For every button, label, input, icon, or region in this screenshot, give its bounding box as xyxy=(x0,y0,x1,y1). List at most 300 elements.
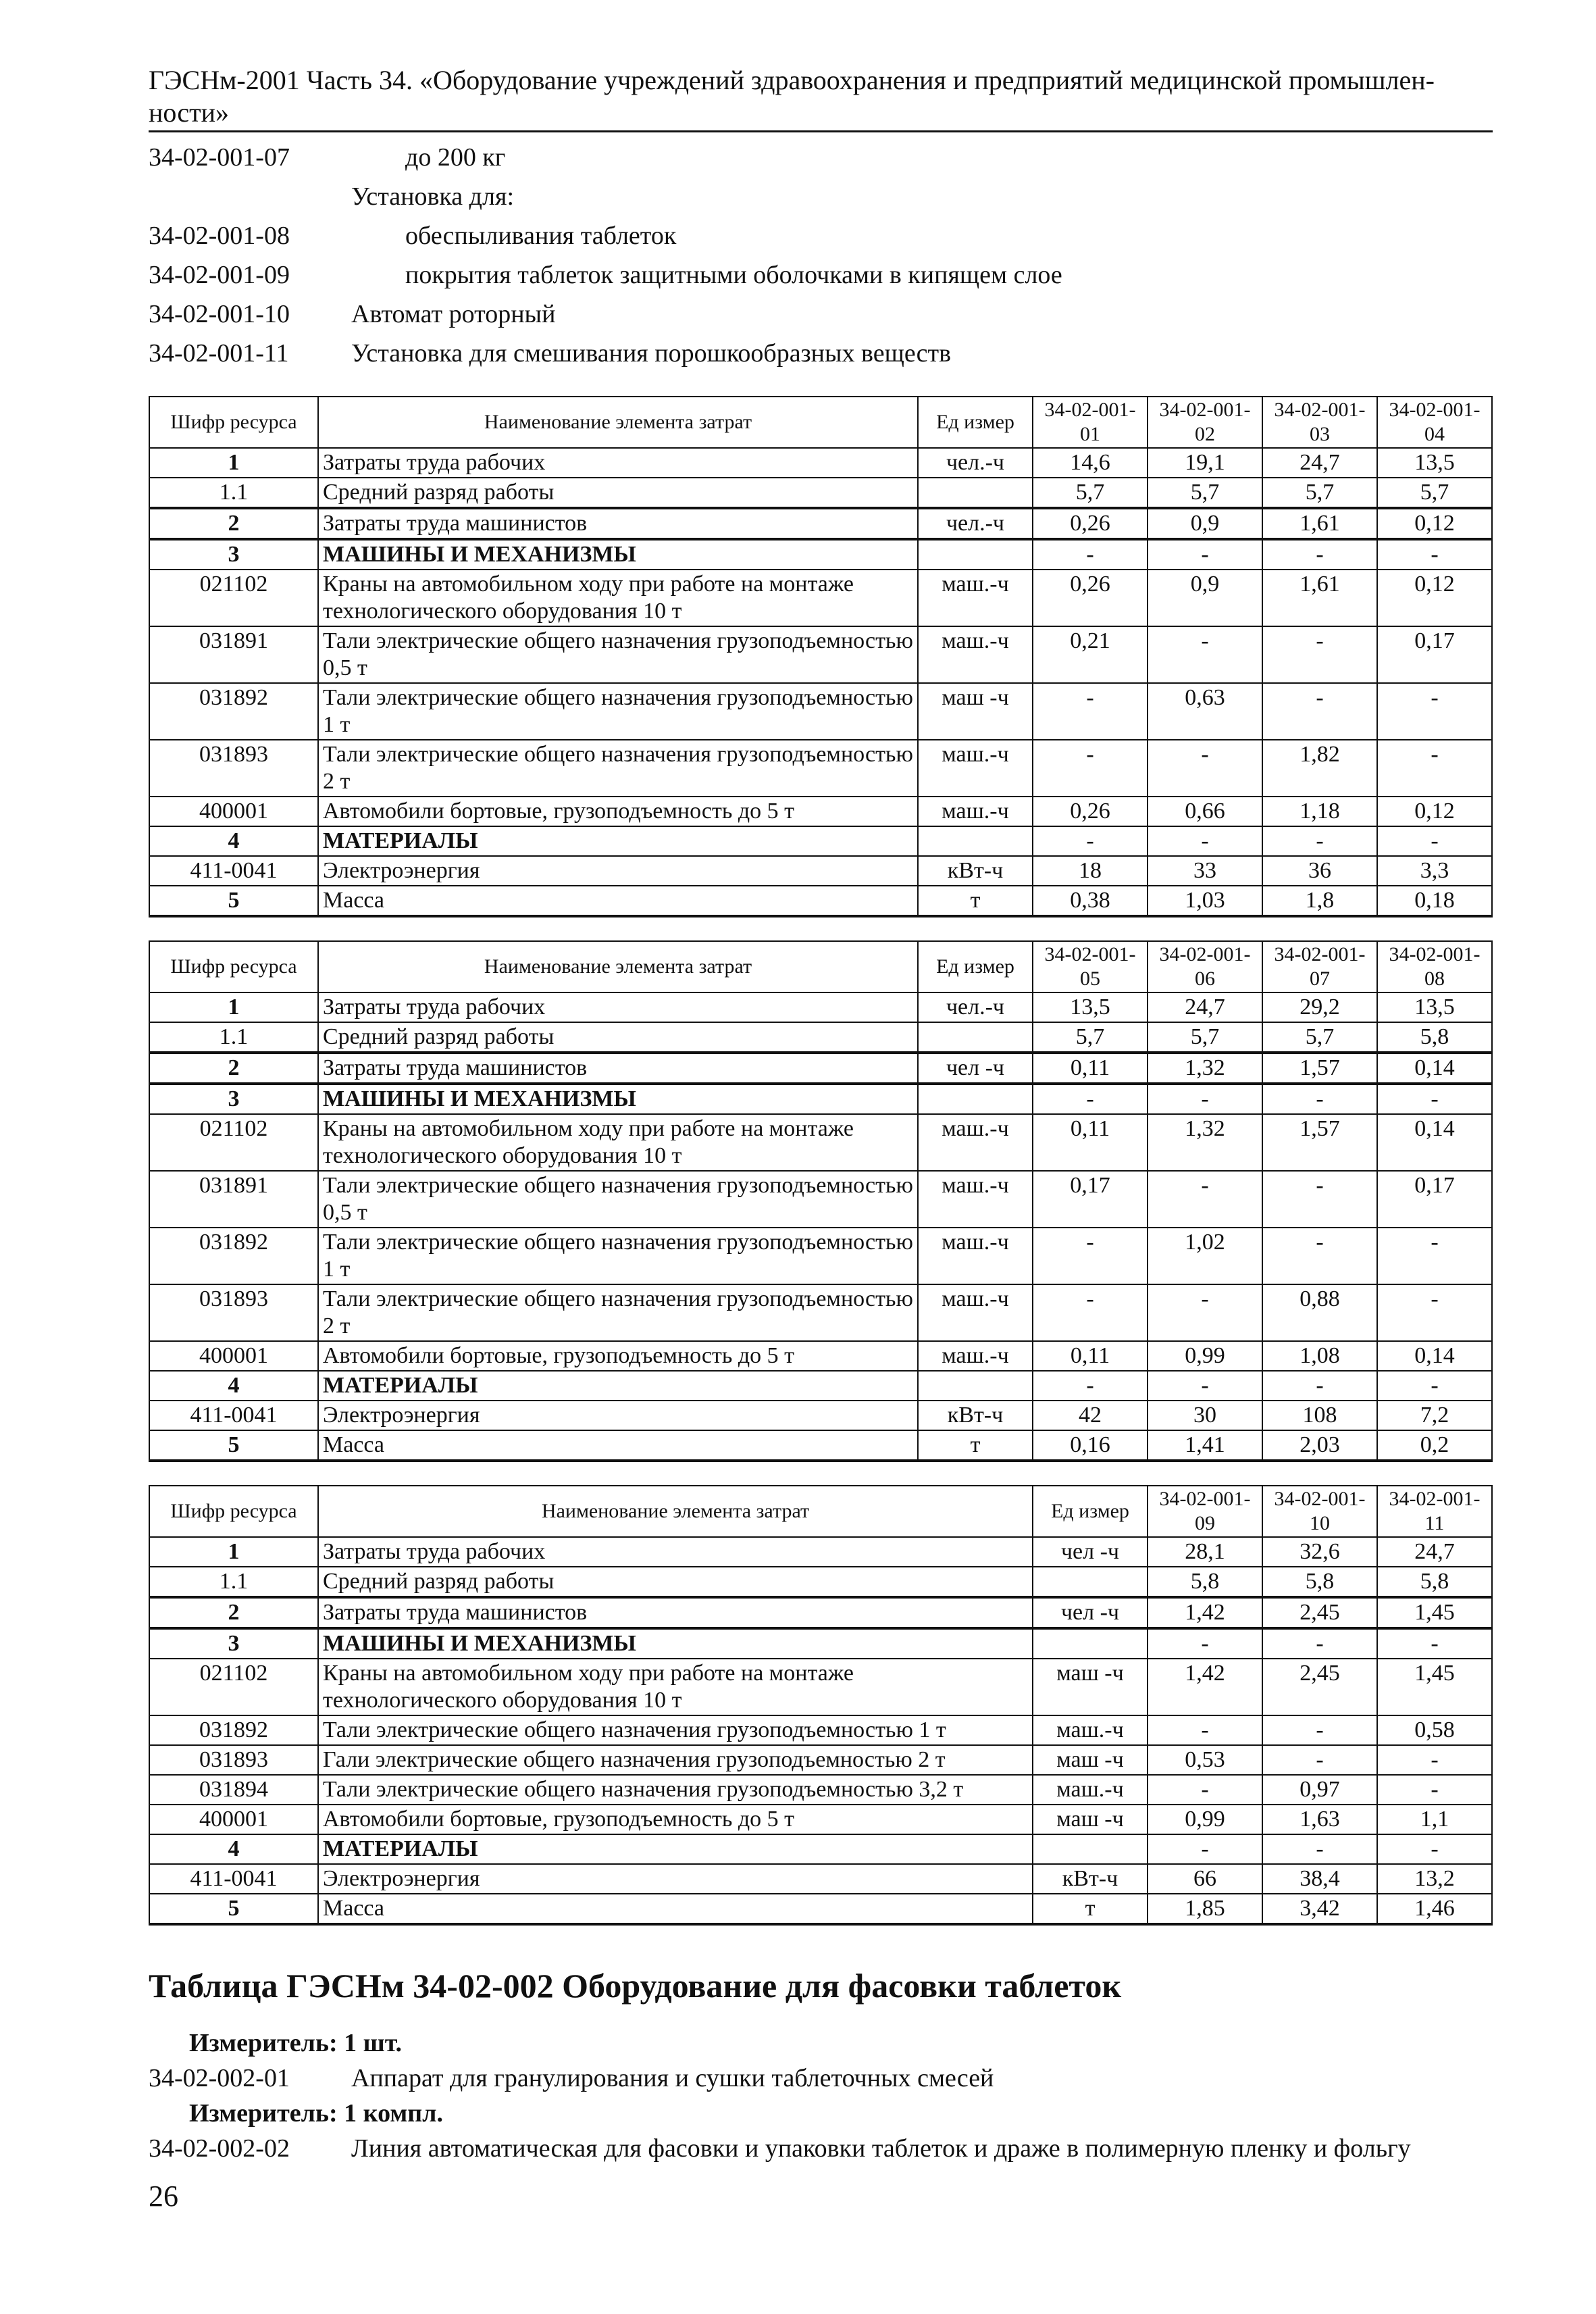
cell-code: 031892 xyxy=(149,1715,318,1745)
cell-value: - xyxy=(1148,826,1262,856)
cell-unit: маш.-ч xyxy=(918,1114,1033,1171)
cell-value: 13,2 xyxy=(1377,1864,1492,1894)
table-row xyxy=(149,683,1492,740)
cell-code: 1.1 xyxy=(149,1022,318,1053)
cell-value: - xyxy=(1377,1084,1492,1114)
header-unit: Ед измер xyxy=(918,397,1033,448)
code-line xyxy=(149,216,1493,255)
cell-value: - xyxy=(1033,1371,1148,1401)
cell-value: - xyxy=(1377,1228,1492,1284)
cell-code: 031893 xyxy=(149,1284,318,1341)
norm-code: 34-02-002-02 xyxy=(149,2134,290,2163)
cell-name: Затраты труда машинистов xyxy=(318,1053,918,1084)
cell-unit xyxy=(918,478,1033,508)
table-row xyxy=(149,478,1492,508)
cell-value: 0,26 xyxy=(1033,797,1148,826)
cell-code: 1 xyxy=(149,1537,318,1567)
table-row xyxy=(149,826,1492,856)
cell-name: Тали электрические общего назначения грузоподъемностью 0,5 т xyxy=(318,626,918,683)
cell-code: 031891 xyxy=(149,1171,318,1228)
header-norm-code: 34-02-001-05 xyxy=(1033,941,1148,992)
cell-name: МАТЕРИАЛЫ xyxy=(318,826,918,856)
section-items xyxy=(149,2026,1493,2166)
code-id xyxy=(149,177,351,216)
cell-value: 1,32 xyxy=(1148,1114,1262,1171)
cell-name: Тали электрические общего назначения грузоподъемностью 0,5 т xyxy=(318,1171,918,1228)
table-row xyxy=(149,1371,1492,1401)
header-norm-code: 34-02-001-11 xyxy=(1377,1486,1492,1537)
header-norm-code: 34-02-001-03 xyxy=(1262,397,1377,448)
table-row xyxy=(149,740,1492,797)
cell-unit: маш.-ч xyxy=(918,1284,1033,1341)
cell-value: 13,5 xyxy=(1377,992,1492,1022)
cell-value: 1,32 xyxy=(1148,1053,1262,1084)
cell-name: Автомобили бортовые, грузоподъемность до 5 т xyxy=(318,1341,918,1371)
table-row xyxy=(149,1053,1492,1084)
cell-value: 0,18 xyxy=(1377,886,1492,916)
cell-name: Краны на автомобильном ходу при работе на монтаже технологического оборудования 10 т xyxy=(318,570,918,626)
cell-code: 031892 xyxy=(149,1228,318,1284)
cell-code: 411-0041 xyxy=(149,856,318,886)
cell-value: 0,63 xyxy=(1148,683,1262,740)
cell-unit: чел -ч xyxy=(1033,1597,1148,1628)
table-row xyxy=(149,508,1492,539)
table-row xyxy=(149,1745,1492,1775)
cell-value: 7,2 xyxy=(1377,1401,1492,1430)
cell-value: - xyxy=(1148,1371,1262,1401)
cell-name: МАТЕРИАЛЫ xyxy=(318,1834,1033,1864)
cell-unit: маш.-ч xyxy=(918,1228,1033,1284)
table-row xyxy=(149,1537,1492,1567)
cell-code: 031893 xyxy=(149,740,318,797)
table-row xyxy=(149,1022,1492,1053)
cell-unit: маш.-ч xyxy=(1033,1715,1148,1745)
cell-value: 5,7 xyxy=(1262,1022,1377,1053)
code-desc: Установка для смешивания порошкообразных веществ xyxy=(351,339,952,368)
code-desc: покрытия таблеток защитными оболочками в кипящем слое xyxy=(405,261,1062,289)
header-name: Наименование элемента затрат xyxy=(318,941,918,992)
table-row xyxy=(149,856,1492,886)
cell-value: 29,2 xyxy=(1262,992,1377,1022)
cell-name: МАШИНЫ И МЕХАНИЗМЫ xyxy=(318,1628,1033,1659)
cell-value: 5,7 xyxy=(1148,478,1262,508)
cell-value: 0,21 xyxy=(1033,626,1148,683)
table-row xyxy=(149,992,1492,1022)
cell-value: 42 xyxy=(1033,1401,1148,1430)
measure-label: Измеритель: xyxy=(189,2099,338,2128)
cell-name: Затраты труда рабочих xyxy=(318,1537,1033,1567)
table-row xyxy=(149,1805,1492,1834)
cell-value: 5,8 xyxy=(1377,1567,1492,1597)
cell-value: - xyxy=(1377,1284,1492,1341)
cell-unit: маш.-ч xyxy=(918,1341,1033,1371)
cell-name: Масса xyxy=(318,886,918,916)
cell-code: 5 xyxy=(149,1430,318,1461)
cell-value: - xyxy=(1148,1084,1262,1114)
cell-value: - xyxy=(1377,683,1492,740)
cell-value: 5,7 xyxy=(1033,478,1148,508)
code-list xyxy=(149,138,1493,373)
cell-value: 1,08 xyxy=(1262,1341,1377,1371)
header-name: Наименование элемента затрат xyxy=(318,1486,1033,1537)
header-norm-code: 34-02-001-04 xyxy=(1377,397,1492,448)
table-row xyxy=(149,1894,1492,1924)
cell-unit: маш.-ч xyxy=(1033,1775,1148,1805)
cell-name: МАШИНЫ И МЕХАНИЗМЫ xyxy=(318,539,918,570)
cell-value: 13,5 xyxy=(1377,448,1492,478)
table-row xyxy=(149,1430,1492,1461)
cell-unit: кВт-ч xyxy=(918,1401,1033,1430)
code-line xyxy=(149,177,1493,216)
cell-name: МАТЕРИАЛЫ xyxy=(318,1371,918,1401)
table-row xyxy=(149,1171,1492,1228)
cell-name: Тали электрические общего назначения грузоподъемностью 3,2 т xyxy=(318,1775,1033,1805)
cell-value: 0,99 xyxy=(1148,1341,1262,1371)
cell-value: 1,03 xyxy=(1148,886,1262,916)
cell-value: 0,17 xyxy=(1377,1171,1492,1228)
norm-desc: Линия автоматическая для фасовки и упаковки таблеток и драже в полимерную пленку и фольгу xyxy=(351,2134,1411,2163)
cell-code: 4 xyxy=(149,826,318,856)
resource-table-3 xyxy=(149,1485,1493,1926)
cell-name: Тали электрические общего назначения грузоподъемностью 1 т xyxy=(318,683,918,740)
header-title-line2: ности» xyxy=(149,97,230,128)
cell-code: 1 xyxy=(149,992,318,1022)
cell-code: 3 xyxy=(149,1084,318,1114)
cell-value: - xyxy=(1033,826,1148,856)
cell-value: 18 xyxy=(1033,856,1148,886)
cell-value: 1,41 xyxy=(1148,1430,1262,1461)
cell-name: Средний разряд работы xyxy=(318,1567,1033,1597)
cell-value: 1,63 xyxy=(1262,1805,1377,1834)
cell-unit: чел.-ч xyxy=(918,992,1033,1022)
table-row xyxy=(149,1659,1492,1715)
table-row xyxy=(149,1864,1492,1894)
cell-value: 24,7 xyxy=(1262,448,1377,478)
cell-name: Краны на автомобильном ходу при работе на монтаже технологического оборудования 10 т xyxy=(318,1659,1033,1715)
cell-value: 0,12 xyxy=(1377,570,1492,626)
header-norm-code: 34-02-001-07 xyxy=(1262,941,1377,992)
header-name: Наименование элемента затрат xyxy=(318,397,918,448)
cell-unit: маш.-ч xyxy=(918,570,1033,626)
cell-value: - xyxy=(1148,1171,1262,1228)
cell-name: Краны на автомобильном ходу при работе на монтаже технологического оборудования 10 т xyxy=(318,1114,918,1171)
code-line xyxy=(149,334,1493,373)
cell-value: 0,14 xyxy=(1377,1114,1492,1171)
cell-unit xyxy=(918,1371,1033,1401)
cell-value: 1,61 xyxy=(1262,570,1377,626)
cell-code: 3 xyxy=(149,1628,318,1659)
cell-name: Масса xyxy=(318,1894,1033,1924)
resource-table-2 xyxy=(149,940,1493,1462)
code-desc: до 200 кг xyxy=(405,143,506,172)
cell-value: 5,8 xyxy=(1148,1567,1262,1597)
cell-code: 1.1 xyxy=(149,478,318,508)
cell-unit: маш.-ч xyxy=(918,740,1033,797)
cell-name: Электроэнергия xyxy=(318,856,918,886)
cell-name: Затраты труда машинистов xyxy=(318,508,918,539)
cell-code: 5 xyxy=(149,886,318,916)
cell-value: 1,1 xyxy=(1377,1805,1492,1834)
cell-code: 400001 xyxy=(149,1805,318,1834)
table-row xyxy=(149,1628,1492,1659)
cell-value: 0,26 xyxy=(1033,570,1148,626)
norm-code: 34-02-002-01 xyxy=(149,2064,290,2092)
cell-value: 33 xyxy=(1148,856,1262,886)
code-id: 34-02-001-07 xyxy=(149,143,290,172)
cell-value: 0,9 xyxy=(1148,508,1262,539)
cell-value: 0,17 xyxy=(1377,626,1492,683)
cell-code: 2 xyxy=(149,1597,318,1628)
cell-value: 1,61 xyxy=(1262,508,1377,539)
header-rule xyxy=(149,130,1493,132)
cell-value: 28,1 xyxy=(1148,1537,1262,1567)
cell-unit: т xyxy=(918,886,1033,916)
cell-code: 2 xyxy=(149,508,318,539)
table-row xyxy=(149,1775,1492,1805)
cell-value: 0,2 xyxy=(1377,1430,1492,1461)
cell-name: Тали электрические общего назначения грузоподъемностью 1 т xyxy=(318,1715,1033,1745)
cell-value: - xyxy=(1148,1834,1262,1864)
header-norm-code: 34-02-001-09 xyxy=(1148,1486,1262,1537)
table-row xyxy=(149,1567,1492,1597)
table-row xyxy=(149,1114,1492,1171)
cell-value: - xyxy=(1033,539,1148,570)
header-norm-code: 34-02-001-06 xyxy=(1148,941,1262,992)
cell-value: 1,42 xyxy=(1148,1597,1262,1628)
cell-unit xyxy=(918,1084,1033,1114)
table-row xyxy=(149,1597,1492,1628)
cell-value: 0,66 xyxy=(1148,797,1262,826)
cell-value: 5,7 xyxy=(1377,478,1492,508)
cell-unit xyxy=(1033,1567,1148,1597)
cell-value: 1,85 xyxy=(1148,1894,1262,1924)
header-norm-code: 34-02-001-10 xyxy=(1262,1486,1377,1537)
cell-value: 0,11 xyxy=(1033,1114,1148,1171)
cell-value: 1,42 xyxy=(1148,1659,1262,1715)
cell-code: 031891 xyxy=(149,626,318,683)
cell-value: 0,12 xyxy=(1377,797,1492,826)
norm-line xyxy=(149,2131,1493,2166)
cell-name: МАШИНЫ И МЕХАНИЗМЫ xyxy=(318,1084,918,1114)
table-row xyxy=(149,1341,1492,1371)
cell-code: 031894 xyxy=(149,1775,318,1805)
code-line xyxy=(149,138,1493,177)
cell-unit xyxy=(918,539,1033,570)
cell-value: 2,45 xyxy=(1262,1659,1377,1715)
cell-value: 0,26 xyxy=(1033,508,1148,539)
cell-value: - xyxy=(1148,1628,1262,1659)
cell-name: Электроэнергия xyxy=(318,1864,1033,1894)
cell-value: - xyxy=(1262,683,1377,740)
code-id: 34-02-001-11 xyxy=(149,339,289,368)
cell-value: 0,88 xyxy=(1262,1284,1377,1341)
cell-value: 38,4 xyxy=(1262,1864,1377,1894)
cell-value: - xyxy=(1377,1775,1492,1805)
cell-value: 0,9 xyxy=(1148,570,1262,626)
cell-value: 14,6 xyxy=(1033,448,1148,478)
table-row xyxy=(149,797,1492,826)
cell-code: 2 xyxy=(149,1053,318,1084)
cell-unit: чел -ч xyxy=(918,1053,1033,1084)
cell-value: - xyxy=(1033,1084,1148,1114)
cell-unit: маш.-ч xyxy=(918,1171,1033,1228)
cell-value: 30 xyxy=(1148,1401,1262,1430)
cell-code: 1 xyxy=(149,448,318,478)
cell-value: 32,6 xyxy=(1262,1537,1377,1567)
table-row xyxy=(149,1228,1492,1284)
cell-code: 3 xyxy=(149,539,318,570)
cell-value: 0,97 xyxy=(1262,1775,1377,1805)
measure-unit-line xyxy=(149,2096,1493,2131)
cell-value: 36 xyxy=(1262,856,1377,886)
cell-value: 1,45 xyxy=(1377,1659,1492,1715)
cell-value: - xyxy=(1262,1371,1377,1401)
cell-unit: кВт-ч xyxy=(1033,1864,1148,1894)
table-row xyxy=(149,626,1492,683)
cell-code: 400001 xyxy=(149,797,318,826)
cell-code: 4 xyxy=(149,1834,318,1864)
cell-value: - xyxy=(1262,1628,1377,1659)
cell-unit xyxy=(1033,1834,1148,1864)
header-code: Шифр ресурса xyxy=(149,397,318,448)
cell-name: Автомобили бортовые, грузоподъемность до 5 т xyxy=(318,1805,1033,1834)
cell-value: 19,1 xyxy=(1148,448,1262,478)
resource-table-1 xyxy=(149,396,1493,917)
document-page xyxy=(149,64,1493,2166)
cell-code: 021102 xyxy=(149,1114,318,1171)
cell-name: Средний разряд работы xyxy=(318,478,918,508)
cell-name: Затраты труда машинистов xyxy=(318,1597,1033,1628)
cell-code: 031893 xyxy=(149,1745,318,1775)
cell-value: 0,53 xyxy=(1148,1745,1262,1775)
table-row xyxy=(149,570,1492,626)
code-id: 34-02-001-08 xyxy=(149,222,290,250)
section-title: Таблица ГЭСНм 34-02-002 Оборудование для фасовки таблеток xyxy=(149,1967,1122,2005)
cell-value: - xyxy=(1148,1775,1262,1805)
cell-code: 411-0041 xyxy=(149,1864,318,1894)
table-header-row xyxy=(149,941,1492,992)
code-id: 34-02-001-09 xyxy=(149,261,290,289)
table-row xyxy=(149,1715,1492,1745)
cell-value: - xyxy=(1262,1715,1377,1745)
table-row xyxy=(149,539,1492,570)
cell-value: - xyxy=(1262,1834,1377,1864)
header-code: Шифр ресурса xyxy=(149,1486,318,1537)
cell-value: 24,7 xyxy=(1148,992,1262,1022)
cell-code: 1.1 xyxy=(149,1567,318,1597)
norm-desc: Аппарат для гранулирования и сушки таблеточных смесей xyxy=(351,2064,994,2092)
table-header-row xyxy=(149,397,1492,448)
cell-name: Тали электрические общего назначения грузоподъемностью 2 т xyxy=(318,1284,918,1341)
cell-unit: маш.-ч xyxy=(918,626,1033,683)
header-norm-code: 34-02-001-01 xyxy=(1033,397,1148,448)
cell-unit xyxy=(918,1022,1033,1053)
cell-value: - xyxy=(1262,826,1377,856)
code-desc: Автомат роторный xyxy=(351,300,556,328)
cell-code: 4 xyxy=(149,1371,318,1401)
cell-value: - xyxy=(1377,1628,1492,1659)
cell-value: - xyxy=(1262,539,1377,570)
cell-unit xyxy=(1033,1628,1148,1659)
cell-value: 5,8 xyxy=(1262,1567,1377,1597)
cell-value: 0,11 xyxy=(1033,1053,1148,1084)
code-desc: Установка для: xyxy=(351,182,515,211)
cell-name: Электроэнергия xyxy=(318,1401,918,1430)
cell-value: 1,46 xyxy=(1377,1894,1492,1924)
cell-unit: маш -ч xyxy=(918,683,1033,740)
cell-unit: чел -ч xyxy=(1033,1537,1148,1567)
cell-unit: маш -ч xyxy=(1033,1659,1148,1715)
table-row xyxy=(149,886,1492,916)
cell-code: 021102 xyxy=(149,1659,318,1715)
cell-value: 108 xyxy=(1262,1401,1377,1430)
table-row xyxy=(149,1834,1492,1864)
header-norm-code: 34-02-001-08 xyxy=(1377,941,1492,992)
cell-value: 0,14 xyxy=(1377,1341,1492,1371)
cell-value: 1,45 xyxy=(1377,1597,1492,1628)
cell-name: Гали электрические общего назначения грузоподъемностью 2 т xyxy=(318,1745,1033,1775)
cell-value: 2,45 xyxy=(1262,1597,1377,1628)
cell-value: - xyxy=(1377,539,1492,570)
page-number: 26 xyxy=(149,2180,178,2213)
cell-unit: т xyxy=(1033,1894,1148,1924)
page-header xyxy=(149,64,1493,129)
cell-value: - xyxy=(1033,1228,1148,1284)
cell-value: - xyxy=(1377,826,1492,856)
code-line xyxy=(149,255,1493,295)
header-norm-code: 34-02-001-02 xyxy=(1148,397,1262,448)
cell-value: - xyxy=(1262,1084,1377,1114)
table-row xyxy=(149,1401,1492,1430)
cell-value: - xyxy=(1033,1284,1148,1341)
cell-code: 411-0041 xyxy=(149,1401,318,1430)
cell-value: 0,16 xyxy=(1033,1430,1148,1461)
norm-line xyxy=(149,2061,1493,2096)
cell-value: 0,12 xyxy=(1377,508,1492,539)
cell-unit: маш -ч xyxy=(1033,1805,1148,1834)
header-code: Шифр ресурса xyxy=(149,941,318,992)
table-header-row xyxy=(149,1486,1492,1537)
code-desc: обеспыливания таблеток xyxy=(405,222,677,250)
table-row xyxy=(149,1284,1492,1341)
measure-value: 1 шт. xyxy=(344,2029,403,2057)
cell-unit: маш.-ч xyxy=(918,797,1033,826)
cell-name: Масса xyxy=(318,1430,918,1461)
cell-value: 5,7 xyxy=(1148,1022,1262,1053)
cell-unit: т xyxy=(918,1430,1033,1461)
cell-name: Автомобили бортовые, грузоподъемность до 5 т xyxy=(318,797,918,826)
cell-value: 0,17 xyxy=(1033,1171,1148,1228)
cell-value: 66 xyxy=(1148,1864,1262,1894)
cell-value: 0,58 xyxy=(1377,1715,1492,1745)
cell-value: 1,8 xyxy=(1262,886,1377,916)
cell-value: 2,03 xyxy=(1262,1430,1377,1461)
cell-value: 13,5 xyxy=(1033,992,1148,1022)
cell-value: - xyxy=(1262,1228,1377,1284)
cell-value: 1,57 xyxy=(1262,1114,1377,1171)
header-unit: Ед измер xyxy=(1033,1486,1148,1537)
header-title-line1: ГЭСНм-2001 Часть 34. «Оборудование учреждений здравоохранения и предприятий медицинской промышлен- xyxy=(149,65,1435,95)
cell-value: - xyxy=(1377,1745,1492,1775)
measure-value: 1 компл. xyxy=(344,2099,443,2128)
cell-name: Затраты труда рабочих xyxy=(318,992,918,1022)
cell-value: 1,82 xyxy=(1262,740,1377,797)
table-row xyxy=(149,448,1492,478)
cell-value: - xyxy=(1262,1171,1377,1228)
cell-value: - xyxy=(1377,1834,1492,1864)
cell-value: 1,57 xyxy=(1262,1053,1377,1084)
cell-code: 021102 xyxy=(149,570,318,626)
